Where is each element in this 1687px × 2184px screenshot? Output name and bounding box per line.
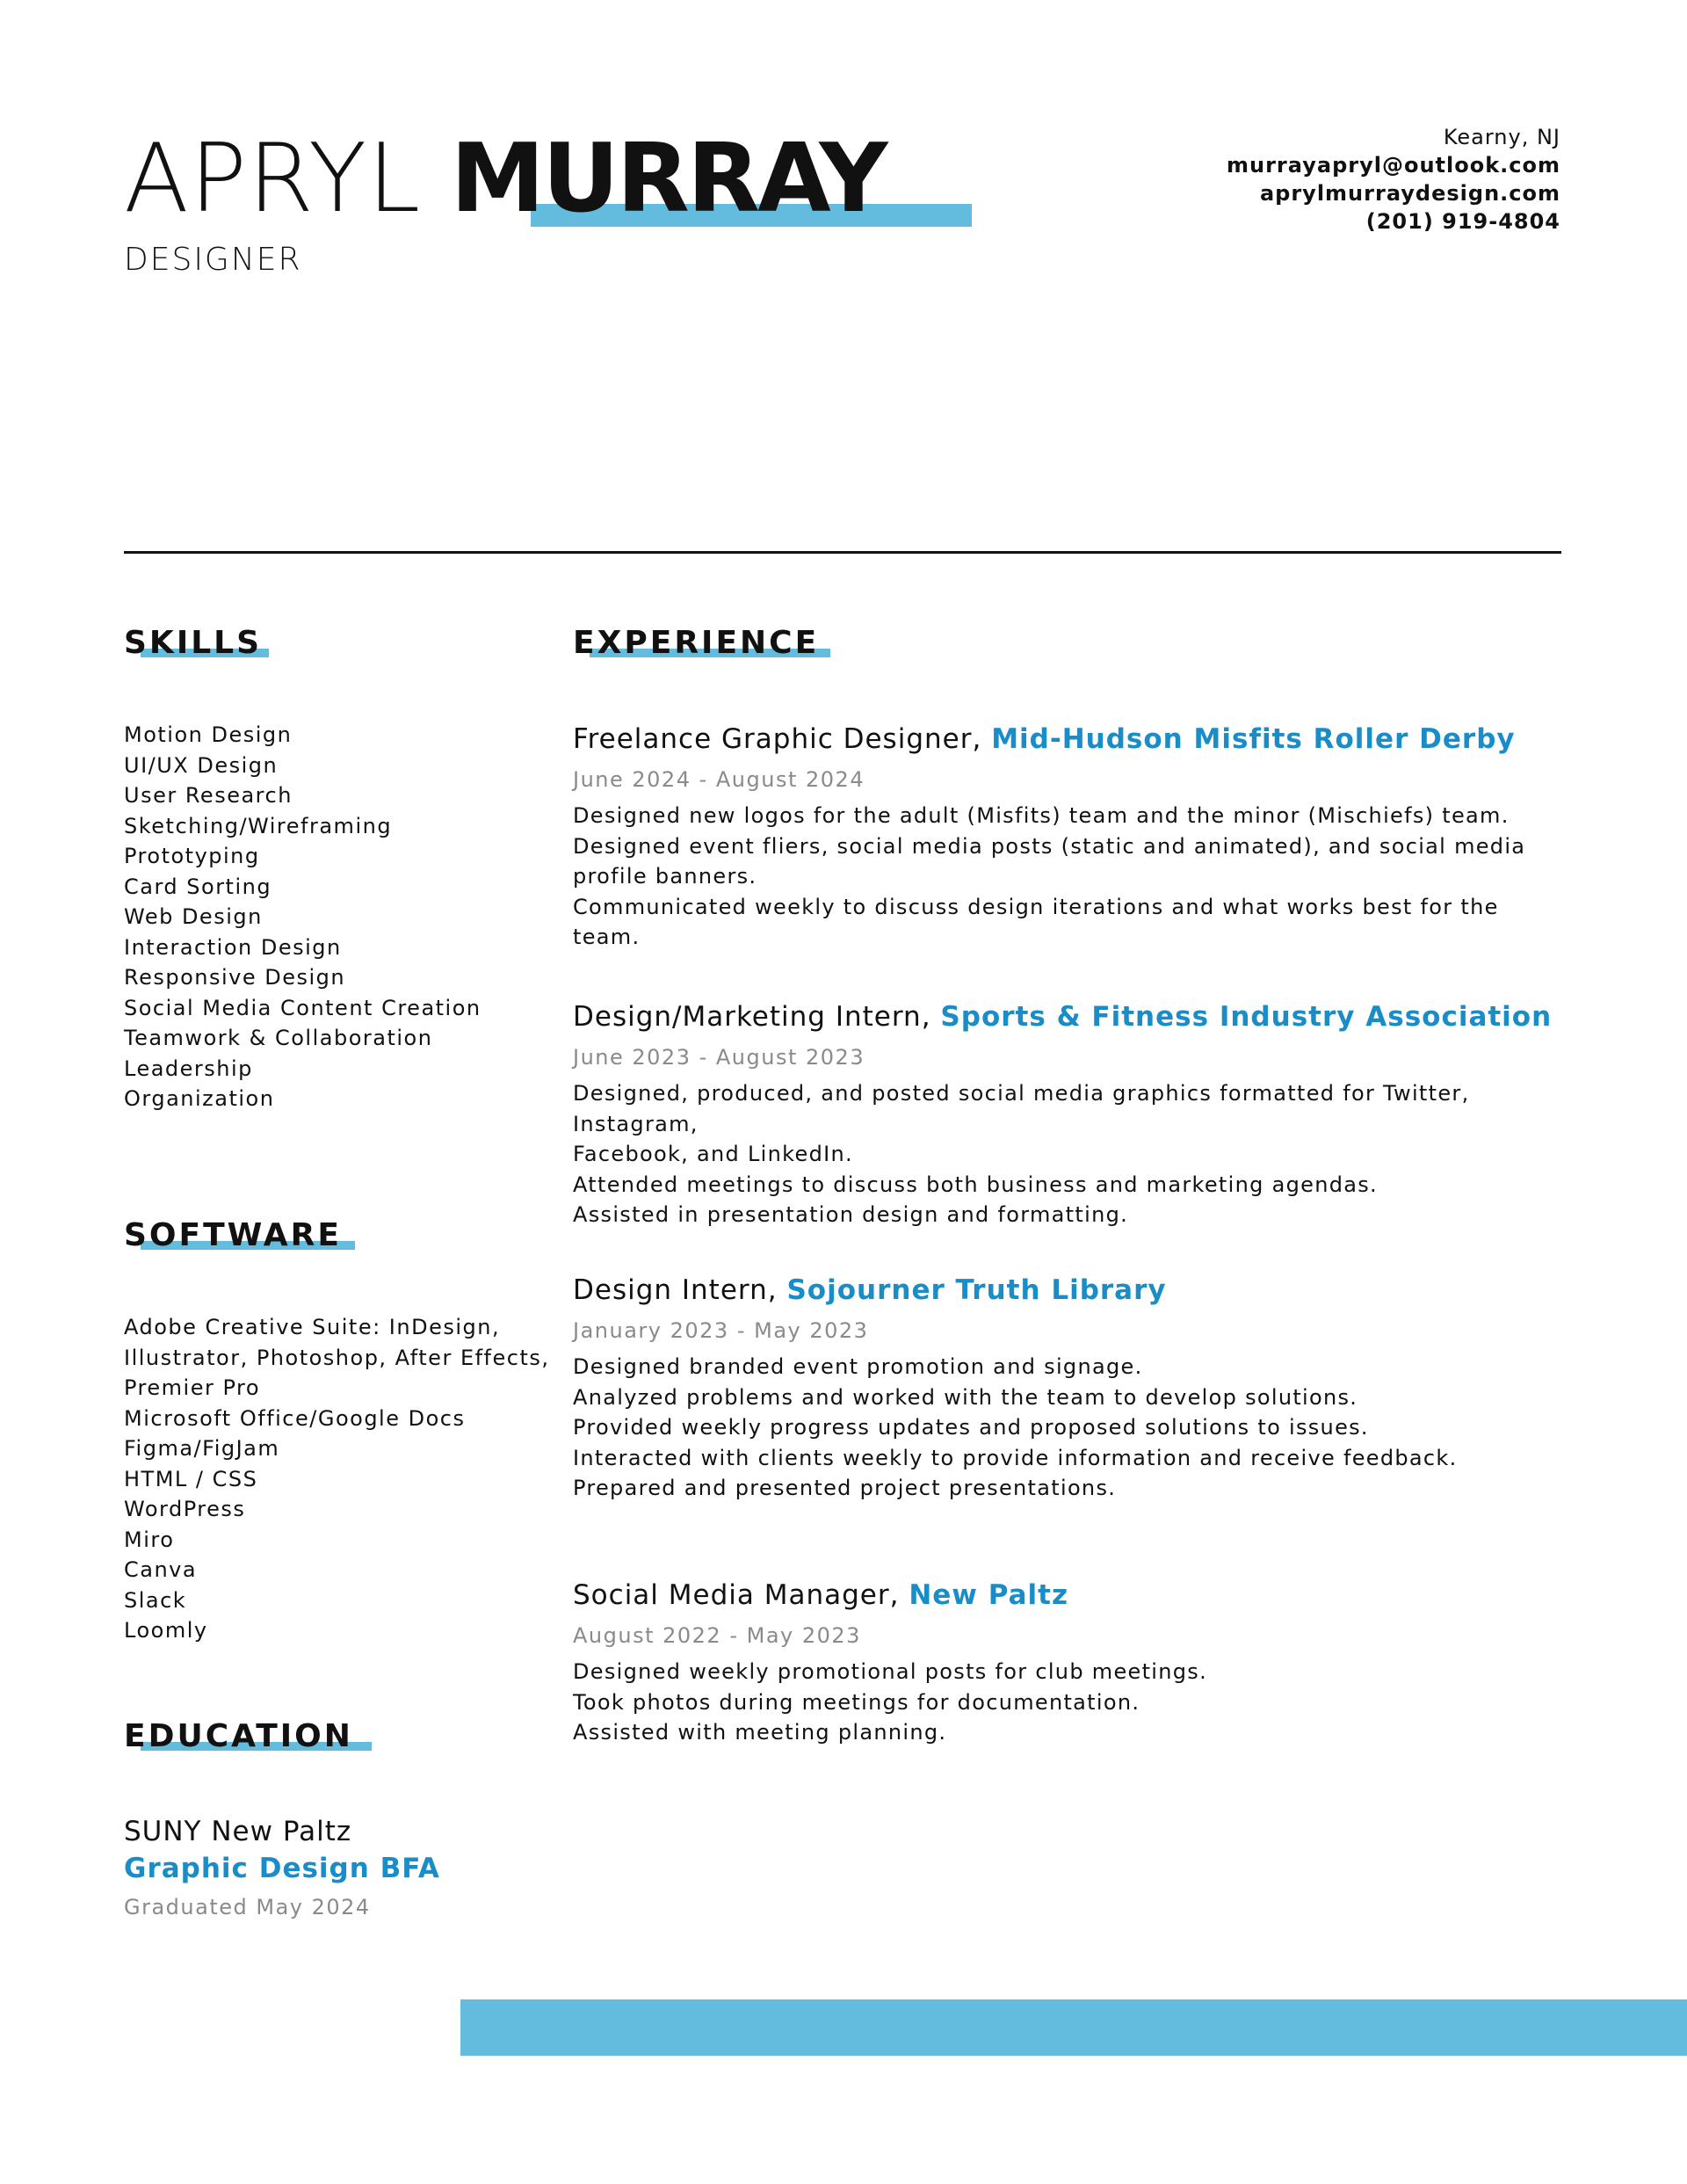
job-line: Assisted in presentation design and formatting. xyxy=(573,1202,1129,1227)
education-heading-text: EDUCATION xyxy=(124,1718,353,1754)
job-role: DESIGNER xyxy=(124,242,302,278)
list-item: HTML / CSS xyxy=(124,1466,258,1491)
job-line: profile banners. xyxy=(573,864,757,889)
job-description xyxy=(573,801,1566,953)
list-item: Leadership xyxy=(124,1056,253,1081)
list-item: Organization xyxy=(124,1086,275,1111)
job-role: Design Intern, xyxy=(573,1274,778,1306)
footer-accent-bar xyxy=(460,1999,1687,2056)
job-title xyxy=(573,1001,1566,1033)
education-school: SUNY New Paltz xyxy=(124,1816,352,1847)
experience-item xyxy=(573,723,1566,953)
job-line: Interacted with clients weekly to provide information and receive feedback. xyxy=(573,1445,1458,1470)
location: Kearny, NJ xyxy=(1443,125,1560,149)
experience-item xyxy=(573,1001,1566,1230)
list-item: Adobe Creative Suite: InDesign, xyxy=(124,1315,501,1339)
job-line: Designed new logos for the adult (Misfits) team and the minor (Mischiefs) team. xyxy=(573,803,1510,828)
skills-list xyxy=(124,720,481,1114)
job-line: Attended meetings to discuss both business and marketing agendas. xyxy=(573,1172,1378,1197)
list-item: WordPress xyxy=(124,1497,246,1521)
list-item: Web Design xyxy=(124,904,263,929)
job-line: Facebook, and LinkedIn. xyxy=(573,1142,853,1166)
website-link[interactable]: aprylmurraydesign.com xyxy=(1259,181,1560,206)
skills-heading-text: SKILLS xyxy=(124,625,263,661)
software-heading-text: SOFTWARE xyxy=(124,1217,342,1253)
job-line: Designed weekly promotional posts for club meetings. xyxy=(573,1659,1208,1684)
job-line: Took photos during meetings for documentation. xyxy=(573,1689,1140,1715)
list-item: Motion Design xyxy=(124,722,293,747)
experience-heading-text: EXPERIENCE xyxy=(573,625,820,661)
list-item: User Research xyxy=(124,783,293,808)
skills-heading xyxy=(124,625,263,661)
list-item: Prototyping xyxy=(124,844,260,868)
last-name: MURRAY xyxy=(450,124,886,234)
experience-item xyxy=(573,1579,1566,1748)
job-title xyxy=(573,1579,1566,1611)
software-list xyxy=(124,1312,550,1646)
job-role: Design/Marketing Intern, xyxy=(573,1001,931,1033)
job-organization: New Paltz xyxy=(909,1579,1069,1611)
job-organization: Sports & Fitness Industry Association xyxy=(940,1001,1553,1033)
contact-info xyxy=(1227,123,1560,236)
list-item: Illustrator, Photoshop, After Effects, xyxy=(124,1345,550,1370)
list-item: Premier Pro xyxy=(124,1375,261,1400)
phone-number[interactable]: (201) 919-4804 xyxy=(1365,209,1560,234)
job-line: Provided weekly progress updates and proposed solutions to issues. xyxy=(573,1415,1369,1440)
job-role: Freelance Graphic Designer, xyxy=(573,723,982,755)
list-item: Canva xyxy=(124,1557,198,1582)
job-line: Analyzed problems and worked with the team to develop solutions. xyxy=(573,1384,1358,1410)
job-dates: January 2023 - May 2023 xyxy=(573,1318,869,1343)
education-graduated: Graduated May 2024 xyxy=(124,1895,371,1919)
job-line: Designed, produced, and posted social media graphics formatted for Twitter, Instagram, xyxy=(573,1081,1470,1136)
list-item: UI/UX Design xyxy=(124,752,279,778)
list-item: Slack xyxy=(124,1587,187,1613)
experience-item xyxy=(573,1274,1566,1504)
job-description xyxy=(573,1078,1566,1230)
job-title xyxy=(573,723,1566,755)
candidate-name xyxy=(124,124,886,234)
list-item: Social Media Content Creation xyxy=(124,995,481,1020)
list-item: Card Sorting xyxy=(124,874,272,899)
job-line: Communicated weekly to discuss design iterations and what works best for the team. xyxy=(573,894,1499,949)
job-role: Social Media Manager, xyxy=(573,1579,900,1611)
first-name: APRYL xyxy=(124,124,422,234)
job-line: Prepared and presented project presentations. xyxy=(573,1476,1117,1500)
job-description xyxy=(573,1352,1566,1504)
name-block xyxy=(124,124,886,234)
header-divider xyxy=(124,551,1561,554)
job-line: Assisted with meeting planning. xyxy=(573,1720,947,1745)
list-item: Sketching/Wireframing xyxy=(124,813,393,838)
list-item: Teamwork & Collaboration xyxy=(124,1026,433,1050)
job-description xyxy=(573,1657,1566,1748)
list-item: Figma/FigJam xyxy=(124,1436,280,1461)
list-item: Loomly xyxy=(124,1618,208,1643)
software-heading xyxy=(124,1217,342,1253)
list-item: Interaction Design xyxy=(124,934,342,960)
job-line: Designed branded event promotion and signage. xyxy=(573,1354,1143,1379)
list-item: Responsive Design xyxy=(124,965,346,990)
education-degree: Graphic Design BFA xyxy=(124,1853,440,1884)
job-line: Designed event fliers, social media posts (static and animated), and social media xyxy=(573,833,1526,859)
job-dates: August 2022 - May 2023 xyxy=(573,1623,861,1648)
job-dates: June 2023 - August 2023 xyxy=(573,1045,865,1070)
experience-heading xyxy=(573,625,820,661)
list-item: Microsoft Office/Google Docs xyxy=(124,1405,466,1431)
job-organization: Mid-Hudson Misfits Roller Derby xyxy=(991,723,1516,755)
job-dates: June 2024 - August 2024 xyxy=(573,767,865,792)
job-title xyxy=(573,1274,1566,1306)
job-organization: Sojourner Truth Library xyxy=(786,1274,1167,1306)
education-heading xyxy=(124,1718,353,1754)
list-item: Miro xyxy=(124,1527,175,1552)
email-link[interactable]: murrayapryl@outlook.com xyxy=(1227,153,1560,178)
